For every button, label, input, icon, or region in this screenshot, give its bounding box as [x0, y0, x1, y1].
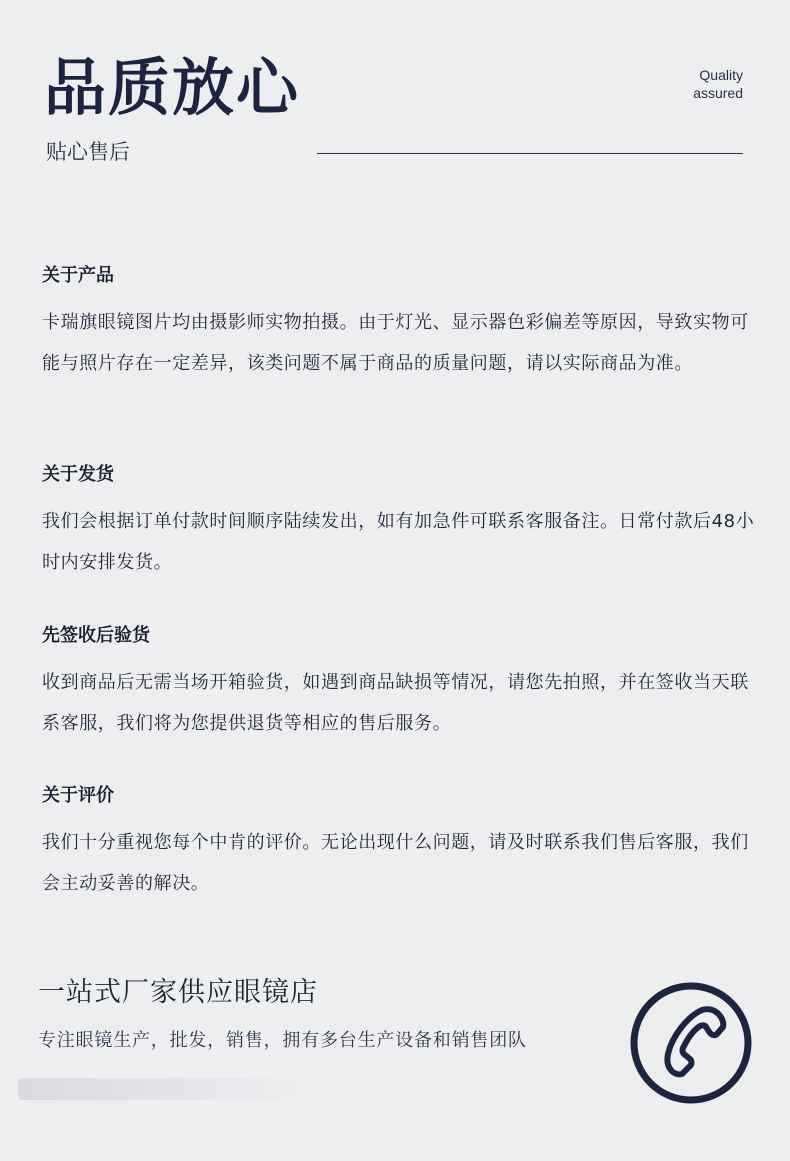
phone-icon [628, 980, 754, 1106]
section-heading: 关于评价 [42, 785, 114, 806]
section-heading: 关于发货 [42, 464, 114, 485]
section-shipping [42, 463, 767, 583]
badge-line-1: Quality [699, 67, 743, 83]
section-body: 我们会根据订单付款时间顺序陆续发出，如有加急件可联系客服备注。日常付款后48小时内安排发货。 [42, 511, 755, 573]
section-review [42, 784, 767, 904]
page-subtitle: 贴心售后 [46, 140, 130, 164]
quality-badge [693, 66, 743, 102]
section-heading: 关于产品 [42, 265, 114, 286]
section-body: 收到商品后无需当场开箱验货，如遇到商品缺损等情况，请您先拍照，并在签收当天联系客服，我们将为您提供退货等相应的售后服务。 [42, 672, 749, 734]
badge-line-2: assured [693, 85, 743, 101]
header-divider [317, 153, 743, 154]
section-product [42, 264, 767, 384]
footer-title: 一站式厂家供应眼镜店 [38, 977, 318, 1008]
section-body: 我们十分重视您每个中肯的评价。无论出现什么问题，请及时联系我们售后客服，我们会主动妥善的解决。 [42, 832, 749, 894]
footer-description: 专注眼镜生产，批发，销售，拥有多台生产设备和销售团队 [38, 1030, 527, 1051]
section-heading: 先签收后验货 [42, 625, 150, 646]
page-title: 品质放心 [44, 51, 301, 124]
faded-watermark [18, 1078, 318, 1100]
section-inspection [42, 624, 767, 744]
section-body: 卡瑞旗眼镜图片均由摄影师实物拍摄。由于灯光、显示器色彩偏差等原因，导致实物可能与照片存在一定差异，该类问题不属于商品的质量问题，请以实际商品为准。 [42, 312, 749, 374]
